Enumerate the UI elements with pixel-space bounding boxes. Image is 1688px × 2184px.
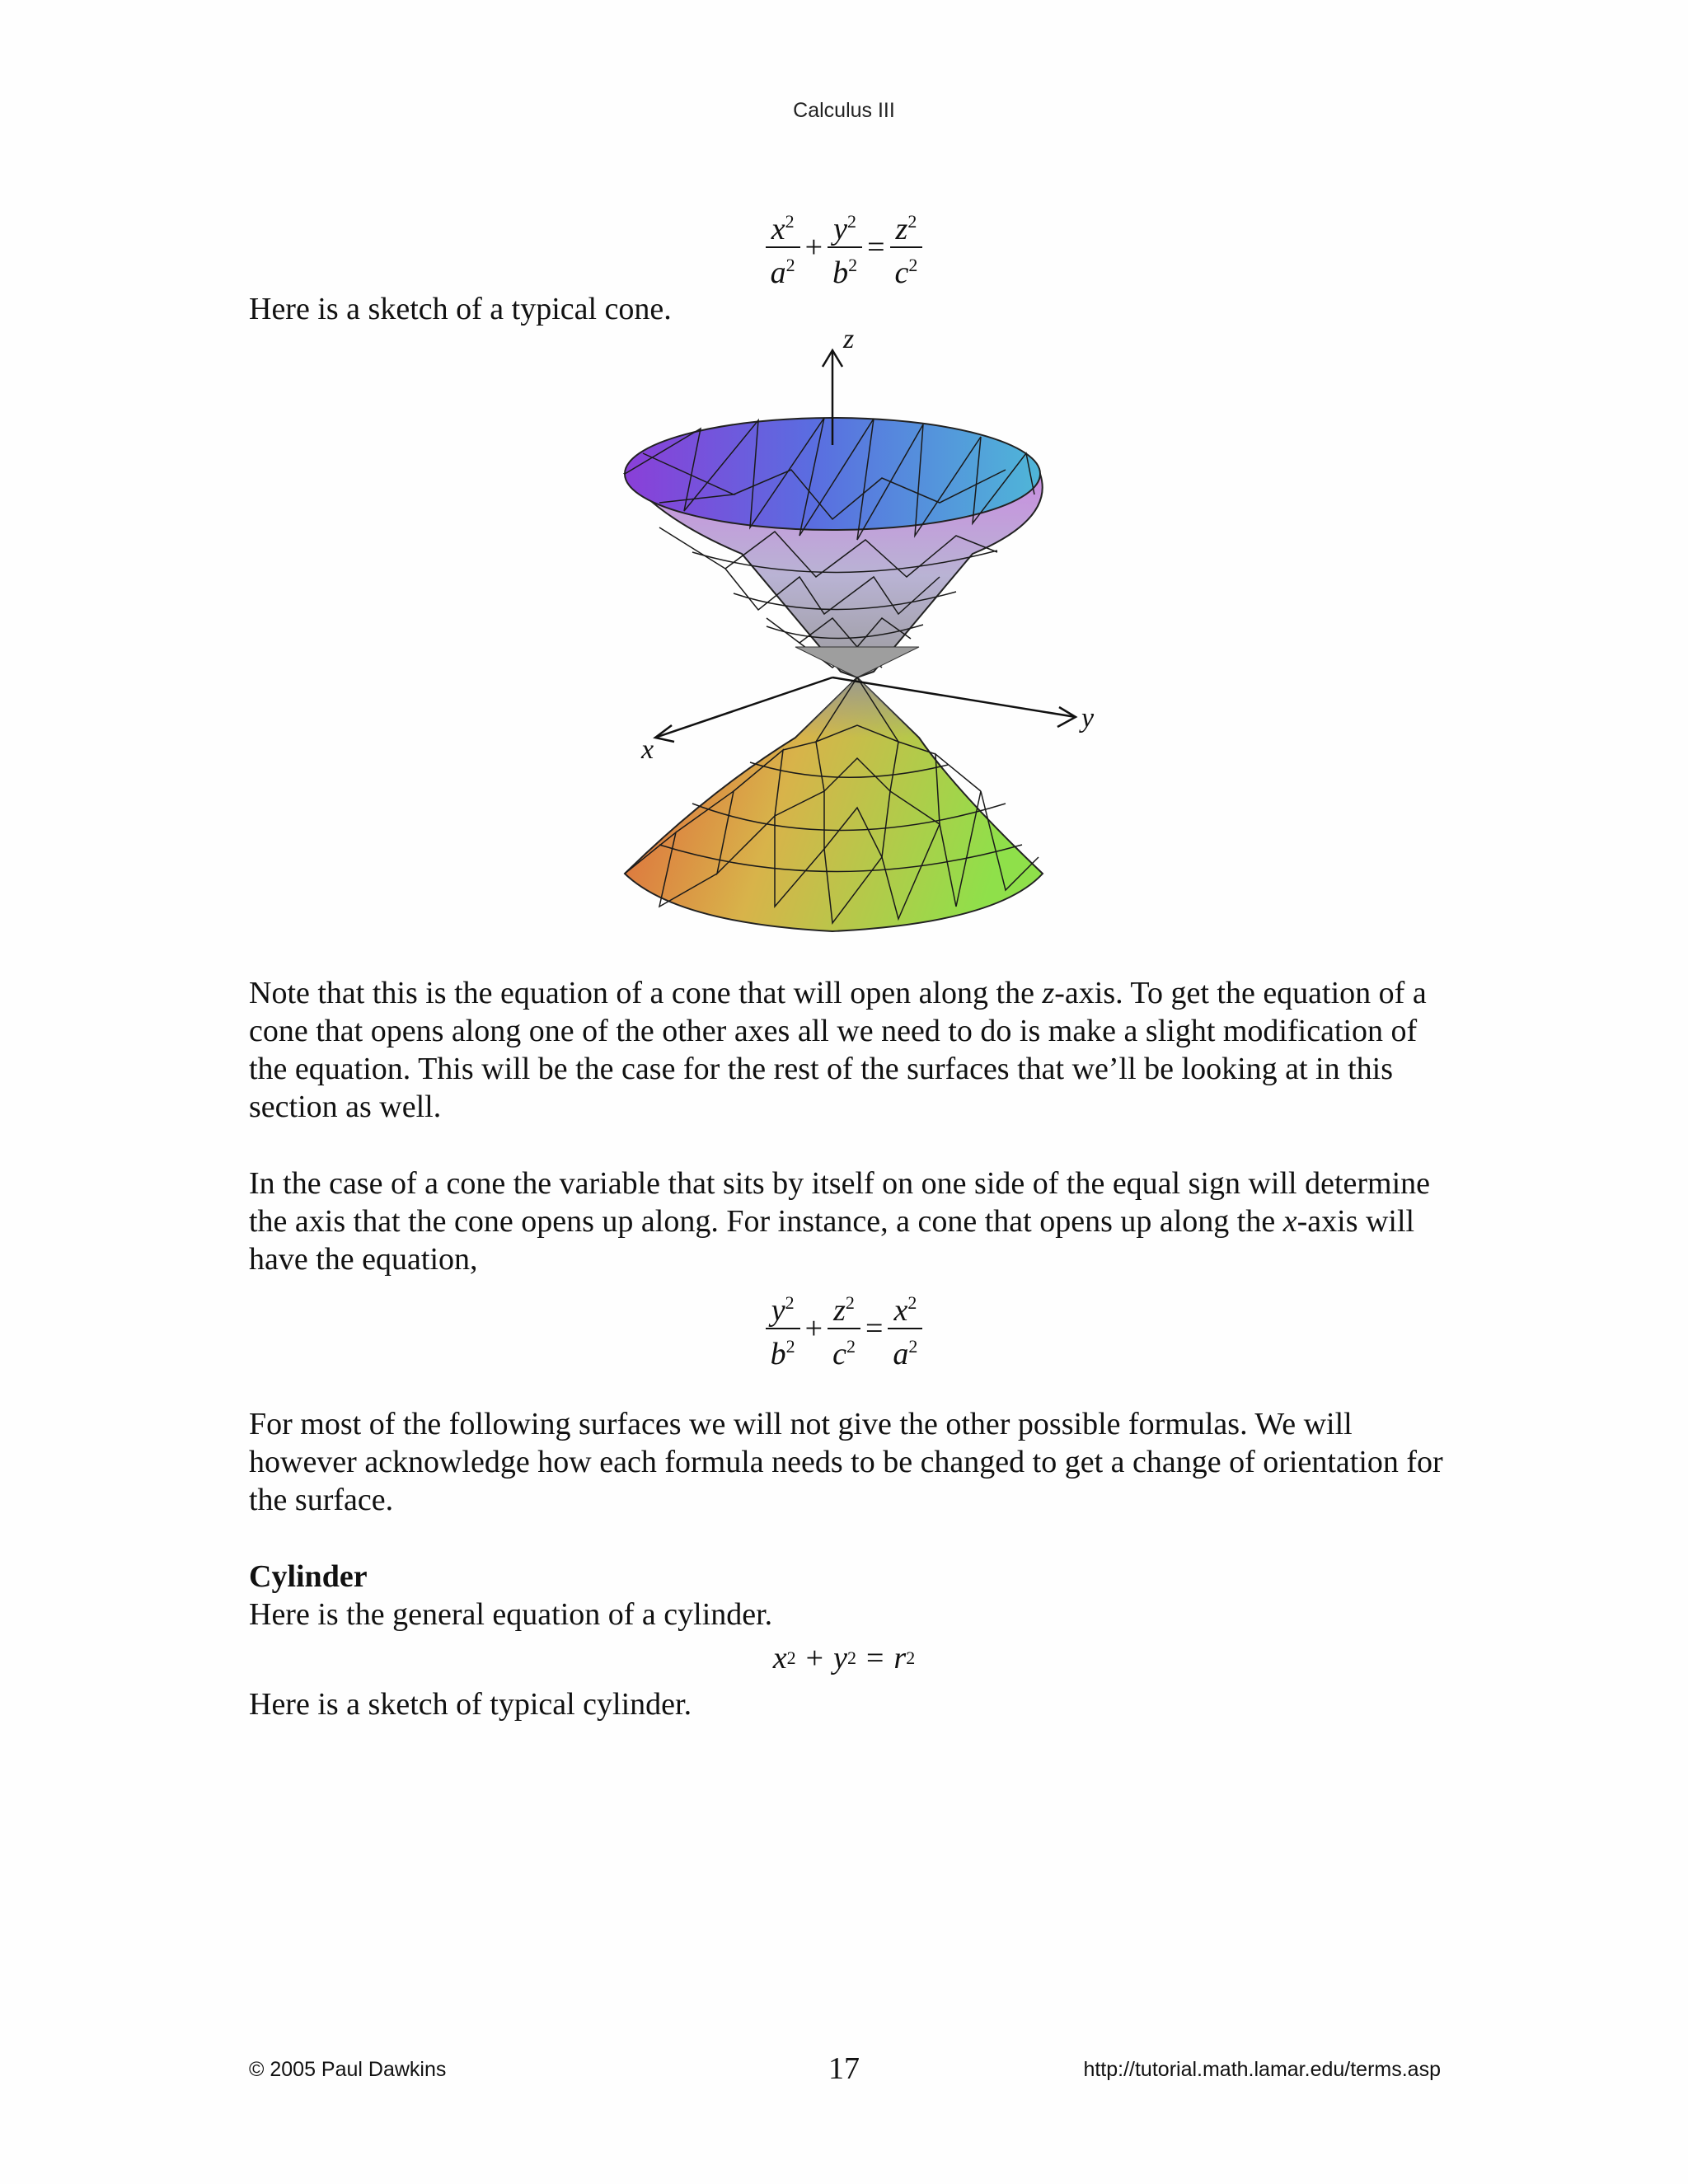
paragraph: For most of the following surfaces we will not give the other possible formulas. We will however acknowledge how each formula needs to be changed to get a change of orientation for the surface. [249, 1407, 1443, 1517]
cylinder-equation [0, 1640, 1688, 1676]
exponent: 2 [847, 211, 856, 232]
note-paragraph-2 [249, 1165, 1452, 1278]
plus-operator: + [805, 1641, 824, 1675]
text-run: In the case of a cone the variable that sits by itself on one side of the equal sign will determine the axis that the cone opens up along. For instance, a cone that opens up along the [249, 1166, 1430, 1239]
exponent: 2 [786, 1647, 796, 1668]
variable: b [770, 1337, 786, 1371]
variable: x [772, 1641, 787, 1675]
exponent: 2 [848, 255, 858, 275]
note-paragraph-1 [249, 974, 1452, 1126]
exponent: 2 [785, 1336, 795, 1357]
paragraph: Here is the general equation of a cylinder. [249, 1597, 773, 1632]
exponent: 2 [785, 255, 795, 275]
variable: y [833, 1641, 847, 1675]
x-axis-label: x [641, 734, 654, 765]
footer-url[interactable]: http://tutorial.math.lamar.edu/terms.asp [1083, 2058, 1441, 2081]
fraction [888, 1286, 922, 1371]
equals-operator: = [867, 230, 885, 265]
equals-operator: = [865, 1641, 884, 1675]
page-number: 17 [828, 2051, 860, 2086]
variable: r [893, 1641, 907, 1675]
paragraph: Here is a sketch of a typical cone. [249, 292, 672, 326]
variable: a [893, 1337, 909, 1371]
equals-operator: = [865, 1311, 884, 1346]
cone-figure [610, 330, 1104, 940]
exponent: 2 [846, 1336, 856, 1357]
exponent: 2 [785, 211, 795, 232]
fraction [766, 1286, 800, 1371]
section-heading: Cylinder [249, 1559, 368, 1594]
z-axis-label: z [843, 330, 855, 354]
exponent: 2 [907, 1292, 917, 1313]
variable: c [832, 1337, 846, 1371]
paragraph: Here is a sketch of typical cylinder. [249, 1687, 692, 1722]
fraction [766, 204, 800, 290]
exponent: 2 [908, 255, 918, 275]
exponent: 2 [907, 211, 917, 232]
lower-nappe [625, 677, 1043, 931]
text-run: Note that this is the equation of a cone that will open along the [249, 976, 1043, 1010]
exponent: 2 [785, 1292, 795, 1313]
variable: x [771, 212, 785, 246]
note-paragraph-3 [249, 1405, 1452, 1519]
cone-equation-z [0, 204, 1688, 290]
variable: y [833, 212, 847, 246]
cylinder-section [249, 1558, 1452, 1633]
fraction [828, 204, 862, 290]
fraction [828, 1286, 860, 1371]
y-axis-label: y [1081, 703, 1095, 733]
cylinder-sketch-intro [249, 1685, 1452, 1723]
exponent: 2 [845, 1292, 855, 1313]
variable: c [894, 255, 909, 290]
exponent: 2 [846, 1647, 856, 1668]
text-run: -axis. To get the equation of a cone that opens along one of the other axes all we need to do is make a slight modification of the equation. This will be the case for the rest of the surfaces that we’ll be looking at in this section as well. [249, 976, 1427, 1124]
text-run: -axis will have the equation, [249, 1204, 1415, 1277]
variable: a [770, 255, 786, 290]
variable: b [832, 255, 849, 290]
copyright-icon: © [249, 2058, 265, 2081]
exponent: 2 [908, 1336, 918, 1357]
variable: z [833, 1293, 846, 1328]
exponent: 2 [906, 1647, 916, 1668]
upper-nappe [625, 418, 1043, 677]
variable: z [895, 212, 908, 246]
variable: x [1282, 1204, 1297, 1239]
fraction [890, 204, 923, 290]
variable: x [893, 1293, 908, 1328]
plus-operator: + [804, 1311, 823, 1346]
variable: z [1042, 976, 1055, 1010]
plus-operator: + [804, 230, 823, 265]
cone-equation-x [0, 1286, 1688, 1371]
variable: y [771, 1293, 785, 1328]
cone-sketch-intro [249, 290, 1452, 328]
copyright-text: 2005 Paul Dawkins [264, 2058, 447, 2081]
page-header: Calculus III [793, 99, 895, 122]
